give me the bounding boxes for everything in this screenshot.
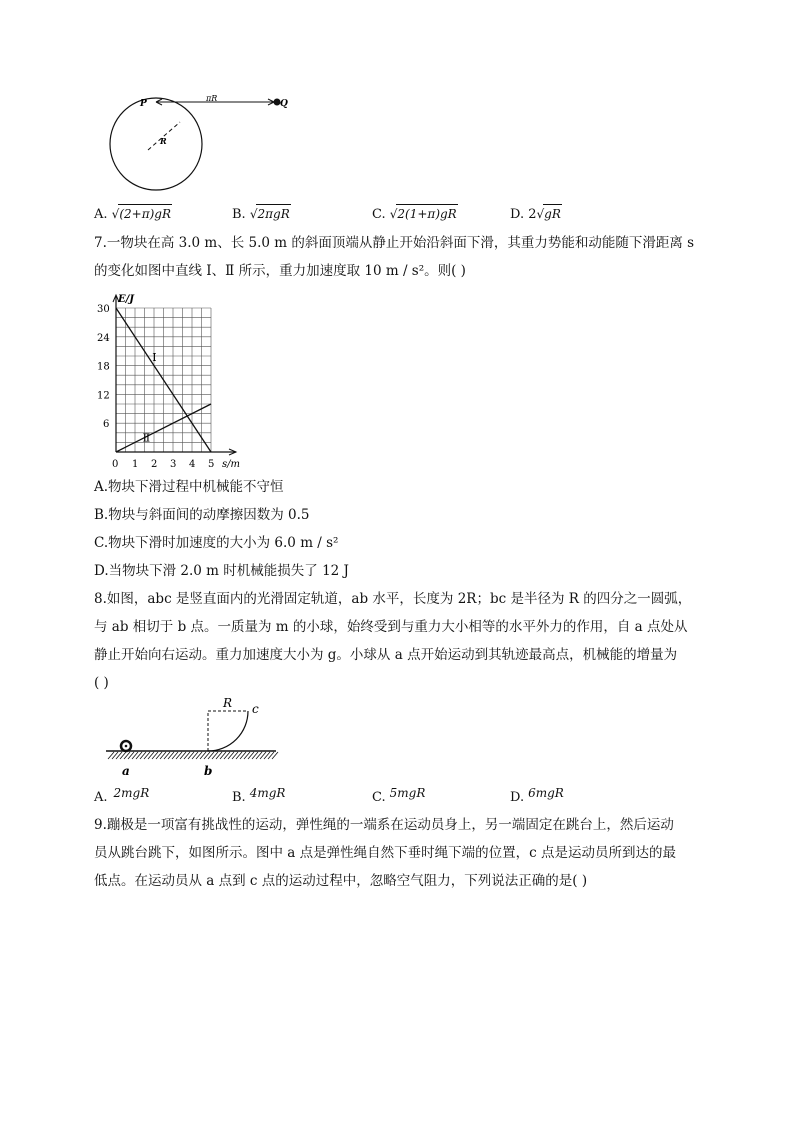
label-b: b [204,764,213,778]
q6-option-c-expr: 2(1+π)gR [396,204,457,223]
q8-option-b[interactable]: B. 4mgR [232,786,286,805]
ball-center [125,745,128,748]
x-tick-label: 4 [189,459,196,470]
q8-option-c-expr: 5mgR [389,786,426,800]
q6-option-d-expr: gR [543,204,562,223]
y-tick-label: 12 [97,390,110,402]
q6-option-a-expr: (2+π)gR [118,204,172,223]
q8-stem-line4: ( ) [94,675,109,691]
q6-circle-figure [100,92,300,192]
q6-option-d[interactable]: D. 2√gR [510,204,562,224]
q7-option-d[interactable]: D.当物块下滑 2.0 m 时机械能损失了 12 J [94,563,349,579]
q7-stem-line2: 的变化如图中直线 Ⅰ、Ⅱ 所示，重力加速度取 10 m / s²。则( ) [94,263,466,279]
q9-stem-line2: 员从跳台跳下，如图所示。图中 a 点是弹性绳自然下垂时绳下端的位置，c 点是运动员所到达的最 [94,845,676,861]
q8-option-c[interactable]: C. 5mgR [372,786,426,805]
q7-option-a[interactable]: A.物块下滑过程中机械能不守恒 [94,479,284,495]
x-tick-label: 0 [112,459,119,470]
circle [110,98,202,190]
q7-option-c[interactable]: C.物块下滑时加速度的大小为 6.0 m / s² [94,535,339,551]
q6-option-b-expr: 2πgR [256,204,290,223]
q6-option-c[interactable]: C. √2(1+π)gR [372,204,458,224]
q6-option-a[interactable]: A. √(2+π)gR [94,204,172,224]
x-tick-label: 1 [132,459,139,470]
q7-energy-chart [96,290,246,470]
q9-stem-line3: 低点。在运动员从 a 点到 c 点的运动过程中，忽略空气阻力，下列说法正确的是( ) [94,873,588,889]
y-tick-label: 24 [97,332,110,344]
y-tick-label: 18 [97,361,110,373]
x-tick-label: 2 [151,459,158,470]
label-c: c [252,702,259,716]
chart-tick-labels [97,304,214,470]
q9-stem-line1: 9.蹦极是一项富有挑战性的运动，弹性绳的一端系在运动员身上，另一端固定在跳台上，然后运动 [94,817,674,833]
q8-stem-line3: 静止开始向右运动。重力加速度大小为 g。小球从 a 点开始运动到其轨迹最高点，机械能的增量为 [94,647,678,663]
ground-hatch [108,752,278,759]
series-label-2: Ⅱ [142,431,151,445]
label-r: R [223,696,233,710]
q8-stem-line2: 与 ab 相切于 b 点。一质量为 m 的小球，始终受到与重力大小相等的水平外力的作用，自 a 点处从 [94,619,688,635]
label-a: a [122,764,130,778]
q8-option-d[interactable]: D. 6mgR [510,786,564,805]
label-p: P [140,99,147,109]
label-pir: πR [206,94,218,103]
q8-track-figure [100,693,290,783]
q6-option-b[interactable]: B. √2πgR [232,204,291,224]
q8-stem-line1: 8.如图，abc 是竖直面内的光滑固定轨道，ab 水平，长度为 2R；bc 是半径为 R 的四分之一圆弧， [94,591,692,607]
label-r: R [160,136,167,146]
x-tick-label: 5 [208,459,215,470]
x-axis-label: s/m [222,459,240,470]
label-q: Q [280,99,288,109]
q7-option-b[interactable]: B.物块与斜面间的动摩擦因数为 0.5 [94,507,310,523]
q8-option-a[interactable]: A. 2mgR [94,786,150,805]
x-tick-label: 3 [170,459,177,470]
q8-option-a-expr: 2mgR [113,786,150,800]
y-tick-label: 30 [97,304,110,315]
series-label-1: Ⅰ [152,350,157,364]
y-tick-label: 6 [103,419,110,431]
q7-stem-line1: 7.一物块在高 3.0 m、长 5.0 m 的斜面顶端从静止开始沿斜面下滑，其重力势能和动能随下滑距离 s [94,235,695,251]
q8-option-d-expr: 6mgR [528,786,564,800]
quarter-arc-bc [208,711,248,751]
y-axis-label: E/J [118,294,135,305]
q8-option-b-expr: 4mgR [249,786,286,800]
